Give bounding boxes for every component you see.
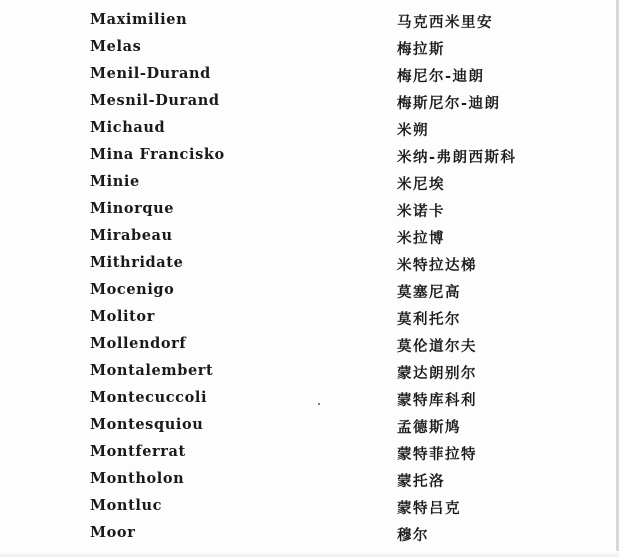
latin-name: Montferrat xyxy=(90,443,186,460)
chinese-translation: 马克西米里安 xyxy=(397,15,493,31)
chinese-translation: 米拉博 xyxy=(397,231,445,247)
latin-name: Mina Francisko xyxy=(90,146,225,163)
glossary-row xyxy=(0,305,619,332)
latin-name: Moor xyxy=(90,524,136,541)
latin-name: Montalembert xyxy=(90,362,214,379)
latin-name: Molitor xyxy=(90,308,155,325)
latin-name: Mollendorf xyxy=(90,335,187,352)
chinese-translation: 莫利托尔 xyxy=(397,312,461,328)
glossary-row xyxy=(0,440,619,467)
glossary-row xyxy=(0,197,619,224)
chinese-translation: 孟德斯鸠 xyxy=(397,420,461,436)
latin-name: Montecuccoli xyxy=(90,389,208,406)
latin-name: Mirabeau xyxy=(90,227,173,244)
latin-name: Montluc xyxy=(90,497,163,514)
glossary-row xyxy=(0,62,619,89)
glossary-row xyxy=(0,494,619,521)
glossary-row xyxy=(0,8,619,35)
page-bottom-fade xyxy=(0,551,619,557)
latin-name: Mithridate xyxy=(90,254,184,271)
glossary-row xyxy=(0,116,619,143)
chinese-translation: 梅尼尔-迪朗 xyxy=(397,69,485,85)
latin-name: Mesnil-Durand xyxy=(90,92,220,109)
chinese-translation: 米尼埃 xyxy=(397,177,445,193)
chinese-translation: 莫伦道尔夫 xyxy=(397,339,477,355)
scan-speck xyxy=(318,403,320,405)
latin-name: Maximilien xyxy=(90,11,188,28)
chinese-translation: 米特拉达梯 xyxy=(397,258,477,274)
chinese-translation: 米朔 xyxy=(397,123,429,139)
latin-name: Minorque xyxy=(90,200,175,217)
chinese-translation: 蒙达朗别尔 xyxy=(397,366,477,382)
glossary-row xyxy=(0,467,619,494)
glossary-row xyxy=(0,521,619,548)
latin-name: Michaud xyxy=(90,119,166,136)
chinese-translation: 蒙特吕克 xyxy=(397,501,461,517)
latin-name: Mocenigo xyxy=(90,281,175,298)
glossary-row xyxy=(0,89,619,116)
name-glossary-list xyxy=(0,8,619,548)
latin-name: Melas xyxy=(90,38,142,55)
glossary-row xyxy=(0,413,619,440)
chinese-translation: 莫塞尼高 xyxy=(397,285,461,301)
glossary-row xyxy=(0,359,619,386)
glossary-row xyxy=(0,251,619,278)
glossary-row xyxy=(0,170,619,197)
glossary-row xyxy=(0,332,619,359)
latin-name: Montesquiou xyxy=(90,416,204,433)
latin-name: Montholon xyxy=(90,470,185,487)
chinese-translation: 蒙托洛 xyxy=(397,474,445,490)
latin-name: Menil-Durand xyxy=(90,65,211,82)
chinese-translation: 蒙特库科利 xyxy=(397,393,477,409)
glossary-row xyxy=(0,386,619,413)
chinese-translation: 米诺卡 xyxy=(397,204,445,220)
glossary-row xyxy=(0,35,619,62)
chinese-translation: 梅斯尼尔-迪朗 xyxy=(397,96,501,112)
glossary-row xyxy=(0,143,619,170)
chinese-translation: 穆尔 xyxy=(397,528,429,544)
glossary-row xyxy=(0,224,619,251)
glossary-row xyxy=(0,278,619,305)
chinese-translation: 蒙特菲拉特 xyxy=(397,447,477,463)
chinese-translation: 米纳-弗朗西斯科 xyxy=(397,150,517,166)
latin-name: Minie xyxy=(90,173,140,190)
chinese-translation: 梅拉斯 xyxy=(397,42,445,58)
